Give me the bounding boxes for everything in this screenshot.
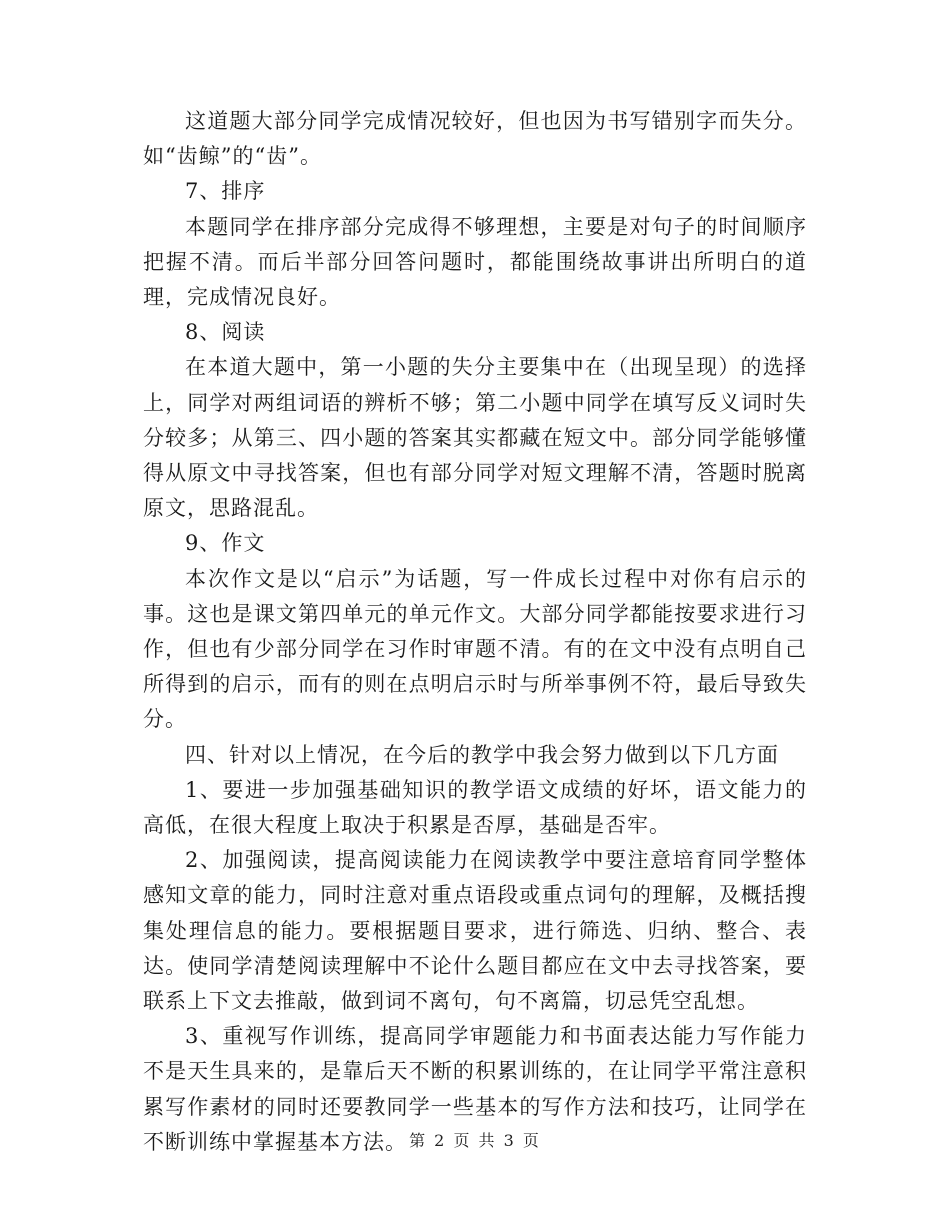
section-heading-reading: 8、阅读 [185, 320, 266, 345]
section-heading-improvements: 四、针对以上情况，在今后的教学中我会努力做到以下几方面 [185, 742, 779, 767]
page-number-footer: 第 2 页 共 3 页 [409, 1131, 541, 1150]
paragraph-tooth-whale-note: 这道题大部分同学完成情况较好，但也因为书写错别字而失分。如“齿鲸”的“齿”。 [143, 109, 807, 169]
paragraph-improvement-3: 3、重视写作训练，提高同学审题能力和书面表达能力写作能力不是天生具来的，是靠后天不断的积累训练的，在让同学平常注意积累写作素材的同时还要教同学一些基本的写作方法和技巧，让同学在不断训练中掌握基本方法。 [143, 1024, 807, 1154]
paragraph-composition-analysis: 本次作文是以“启示”为话题，写一件成长过程中对你有启示的事。这也是课文第四单元的单元作文。大部分同学都能按要求进行习作，但也有少部分同学在习作时审题不清。有的在文中没有点明自己所得到的启示，而有的则在点明启示时与所举事例不符，最后导致失分。 [143, 566, 807, 732]
paragraph-improvement-2: 2、加强阅读，提高阅读能力在阅读教学中要注意培育同学整体感知文章的能力，同时注意对重点语段或重点词句的理解，及概括搜集处理信息的能力。要根据题目要求，进行筛选、归纳、整合、表达。使同学清楚阅读理解中不论什么题目都应在文中去寻找答案，要联系上下文去推敲，做到词不离句，句不离篇，切忌凭空乱想。 [143, 848, 807, 1014]
paragraph-reading-analysis: 在本道大题中，第一小题的失分主要集中在（出现呈现）的选择上，同学对两组词语的辨析不够；第二小题中同学在填写反义词时失分较多；从第三、四小题的答案其实都藏在短文中。部分同学能够懂得从原文中寻找答案，但也有部分同学对短文理解不清，答题时脱离原文，思路混乱。 [143, 355, 807, 521]
section-heading-ordering: 7、排序 [185, 179, 266, 204]
paragraph-improvement-1: 1、要进一步加强基础知识的教学语文成绩的好坏，语文能力的高低，在很大程度上取决于积累是否厚，基础是否牢。 [143, 777, 807, 838]
document-body [143, 104, 807, 1160]
section-heading-composition: 9、作文 [185, 531, 266, 556]
paragraph-ordering-analysis: 本题同学在排序部分完成得不够理想，主要是对句子的时间顺序把握不清。而后半部分回答问题时，都能围绕故事讲出所明白的道理，完成情况良好。 [143, 214, 807, 310]
